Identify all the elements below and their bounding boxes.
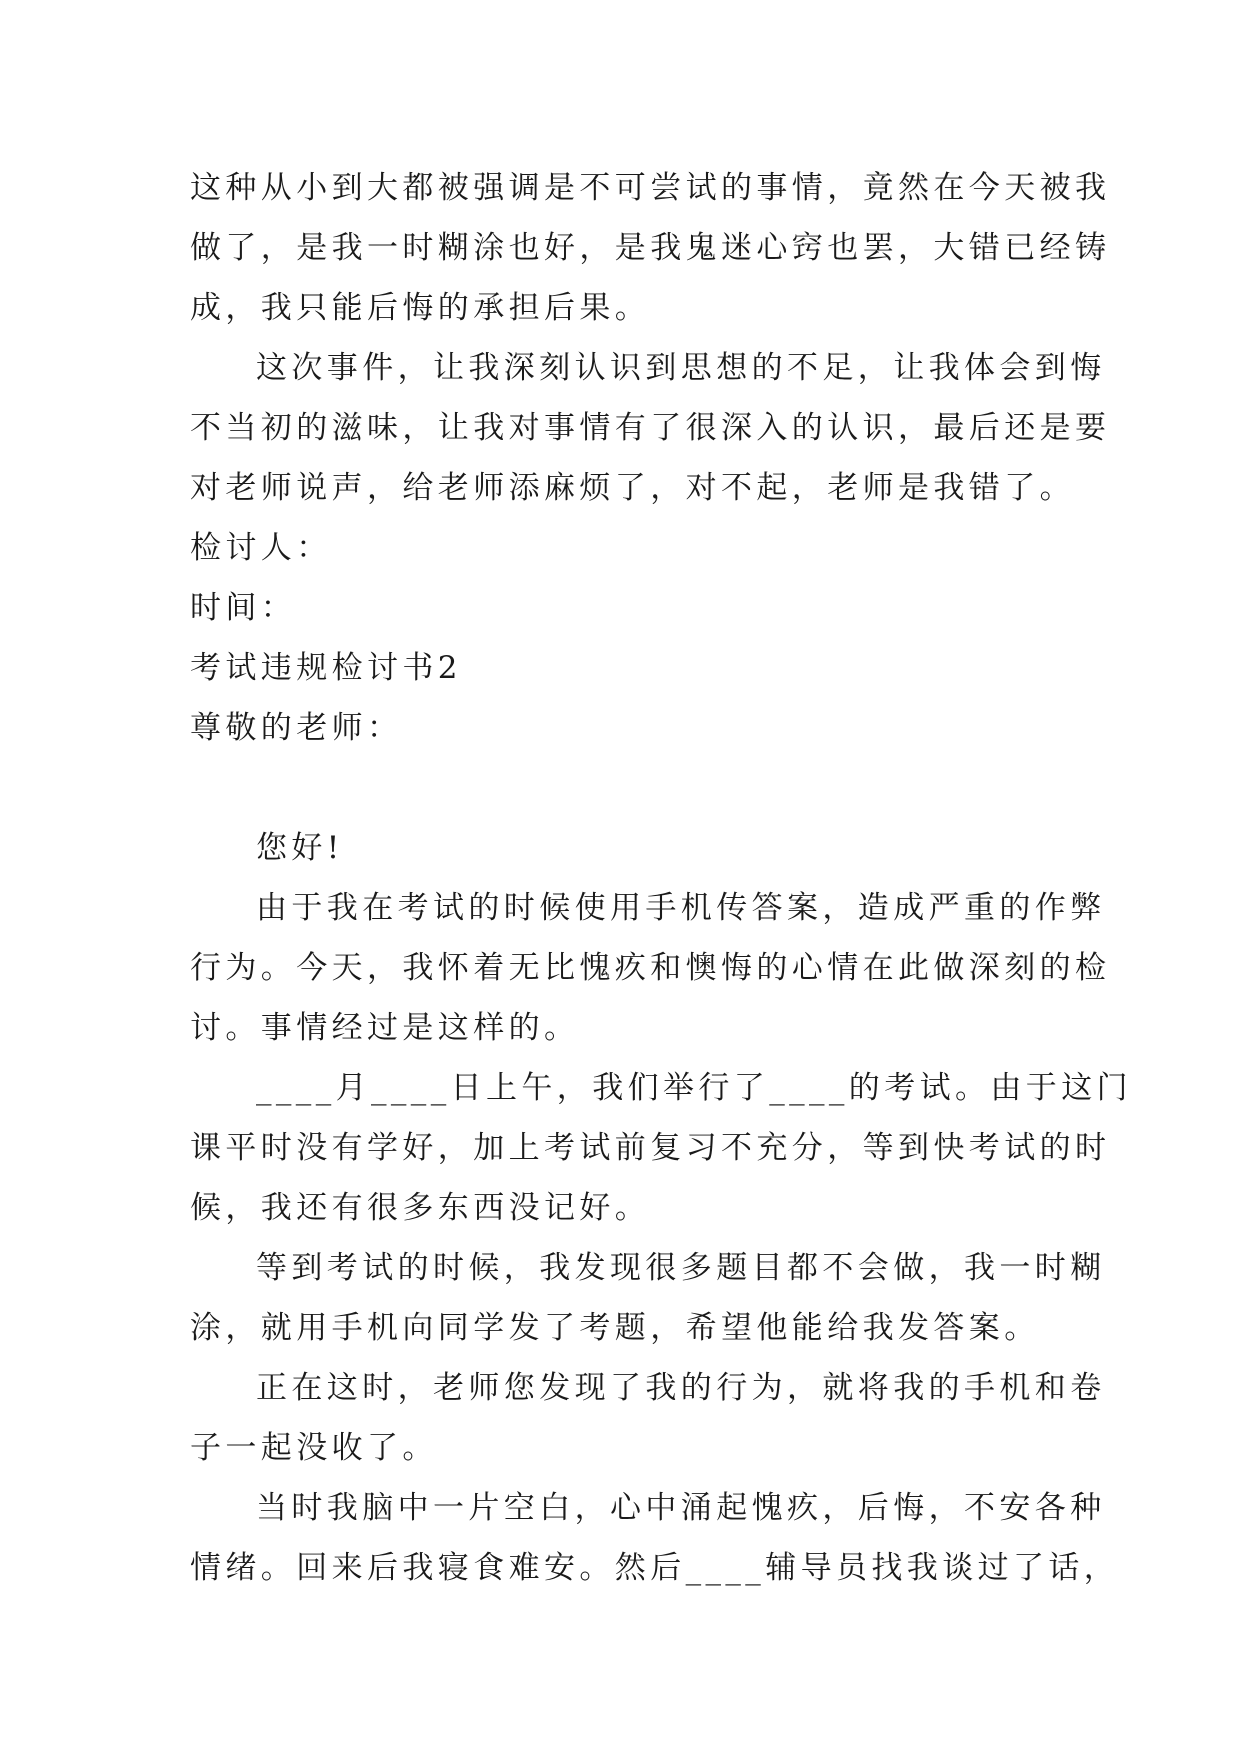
paragraph-exam-event xyxy=(190,1238,1106,1358)
salutation xyxy=(190,698,1056,758)
document-body xyxy=(190,158,1132,1598)
text-line: 由于我在考试的时候使用手机传答案，造成严重的作弊 xyxy=(256,890,1106,926)
text-line: ____月____日上午，我们举行了____的考试。由于这门 xyxy=(256,1070,1132,1106)
paragraph-intro-continuation xyxy=(190,158,1111,338)
text-line: 这种从小到大都被强调是不可尝试的事情，竟然在今天被我 xyxy=(190,170,1111,206)
blank-line xyxy=(190,758,1056,818)
greeting xyxy=(190,818,1056,878)
text-line: 当时我脑中一片空白，心中涌起愧疚，后悔，不安各种 xyxy=(256,1490,1106,1526)
text-line: 考试违规检讨书2 xyxy=(190,650,462,686)
text-line: 对老师说声，给老师添麻烦了，对不起，老师是我错了。 xyxy=(190,470,1075,506)
paragraph-caught xyxy=(190,1358,1106,1478)
text-line: 时间： xyxy=(190,590,297,626)
text-line: 做了，是我一时糊涂也好，是我鬼迷心窍也罢，大错已经铸 xyxy=(190,230,1111,266)
text-line: 检讨人： xyxy=(190,530,332,566)
text-line: 成，我只能后悔的承担后果。 xyxy=(190,290,651,326)
paragraph-background xyxy=(190,1058,1132,1238)
date-label xyxy=(190,578,1056,638)
text-line: 尊敬的老师： xyxy=(190,710,403,746)
paragraph-aftermath xyxy=(190,1478,1120,1598)
text-line: 讨。事情经过是这样的。 xyxy=(190,1010,580,1046)
text-line: 子一起没收了。 xyxy=(190,1430,438,1466)
text-line: 正在这时，老师您发现了我的行为，就将我的手机和卷 xyxy=(256,1370,1106,1406)
section-title xyxy=(190,638,1056,698)
text-line: 课平时没有学好，加上考试前复习不充分，等到快考试的时 xyxy=(190,1130,1111,1166)
text-line: 行为。今天，我怀着无比愧疚和懊悔的心情在此做深刻的检 xyxy=(190,950,1111,986)
text-line: 不当初的滋味，让我对事情有了很深入的认识，最后还是要 xyxy=(190,410,1111,446)
paragraph-reflection xyxy=(190,338,1111,518)
text-line: 等到考试的时候，我发现很多题目都不会做，我一时糊 xyxy=(256,1250,1106,1286)
signature-label xyxy=(190,518,1056,578)
text-line: 涂，就用手机向同学发了考题，希望他能给我发答案。 xyxy=(190,1310,1040,1346)
text-line: 候，我还有很多东西没记好。 xyxy=(190,1190,651,1226)
text-line: 情绪。回来后我寝食难安。然后____辅导员找我谈过了话， xyxy=(190,1550,1120,1586)
paragraph-confession xyxy=(190,878,1111,1058)
text-line: 这次事件，让我深刻认识到思想的不足，让我体会到悔 xyxy=(256,350,1106,386)
text-line: 您好! xyxy=(256,830,344,866)
